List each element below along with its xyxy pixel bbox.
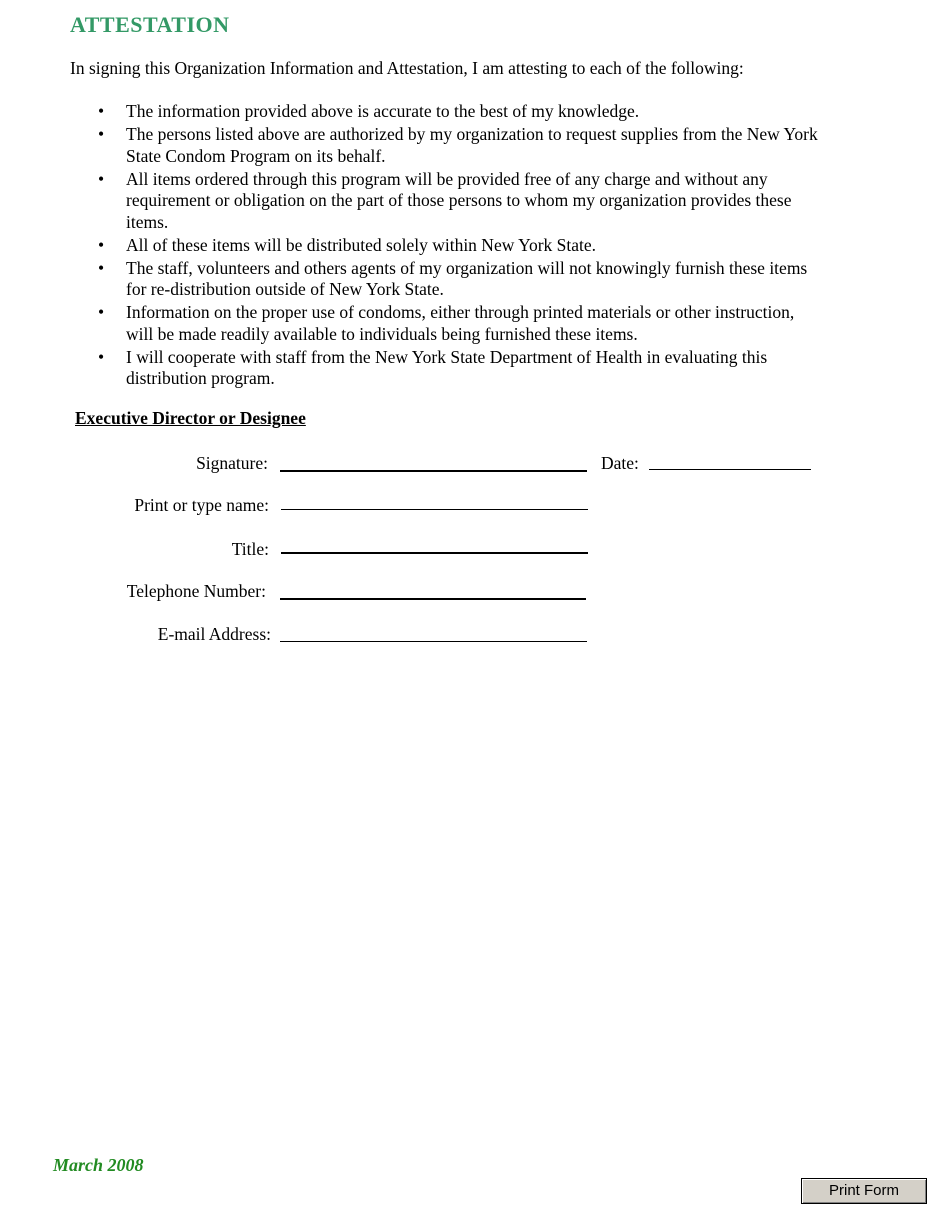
date-field[interactable] (649, 469, 811, 470)
intro-text: In signing this Organization Information and Attestation, I am attesting to each of the following: (70, 58, 744, 78)
date-label: Date: (601, 453, 639, 473)
list-item (98, 124, 823, 167)
bullet-icon: • (98, 346, 105, 367)
telephone-label: Telephone Number: (126, 581, 266, 601)
bullet-icon: • (98, 234, 105, 255)
list-item (98, 258, 823, 301)
list-item-text: Information on the proper use of condoms, either through printed materials or other instruction, will be made readily available to individuals being furnished these items. (126, 302, 795, 344)
bullet-icon: • (98, 257, 105, 278)
list-item (98, 101, 823, 123)
print-form-button[interactable]: Print Form (801, 1178, 927, 1204)
section-title: Executive Director or Designee (75, 408, 306, 428)
list-item (98, 347, 823, 390)
list-item-text: The persons listed above are authorized by my organization to request supplies from the New York State Condom Program on its behalf. (126, 124, 818, 166)
bullet-icon: • (98, 168, 105, 189)
title-label: Title: (231, 539, 269, 559)
list-item-text: The information provided above is accurate to the best of my knowledge. (126, 101, 640, 121)
list-item (98, 169, 823, 234)
bullet-icon: • (98, 124, 105, 144)
signature-field[interactable] (280, 470, 587, 472)
list-item-text: All items ordered through this program will be provided free of any charge and without any requirement or obligation on the part of those persons to whom my organization provides these items. (126, 168, 792, 232)
title-field[interactable] (281, 552, 588, 554)
email-field[interactable] (280, 641, 587, 642)
list-item (98, 235, 823, 257)
print-name-label: Print or type name: (134, 495, 269, 515)
footer-date: March 2008 (53, 1155, 144, 1175)
list-item-text: The staff, volunteers and others agents of my organization will not knowingly furnish these items for re-distribution outside of New York State. (126, 257, 808, 299)
attestation-list (98, 101, 823, 391)
telephone-field[interactable] (280, 598, 586, 600)
email-label: E-mail Address: (157, 624, 271, 644)
print-name-field[interactable] (281, 509, 588, 510)
list-item (98, 302, 823, 345)
bullet-icon: • (98, 302, 105, 322)
list-item-text: All of these items will be distributed solely within New York State. (126, 234, 597, 255)
signature-label: Signature: (196, 453, 268, 473)
attestation-heading: ATTESTATION (70, 12, 230, 37)
list-item-text: I will cooperate with staff from the New York State Department of Health in evaluating this distribution program. (126, 346, 768, 388)
bullet-icon: • (98, 101, 105, 121)
